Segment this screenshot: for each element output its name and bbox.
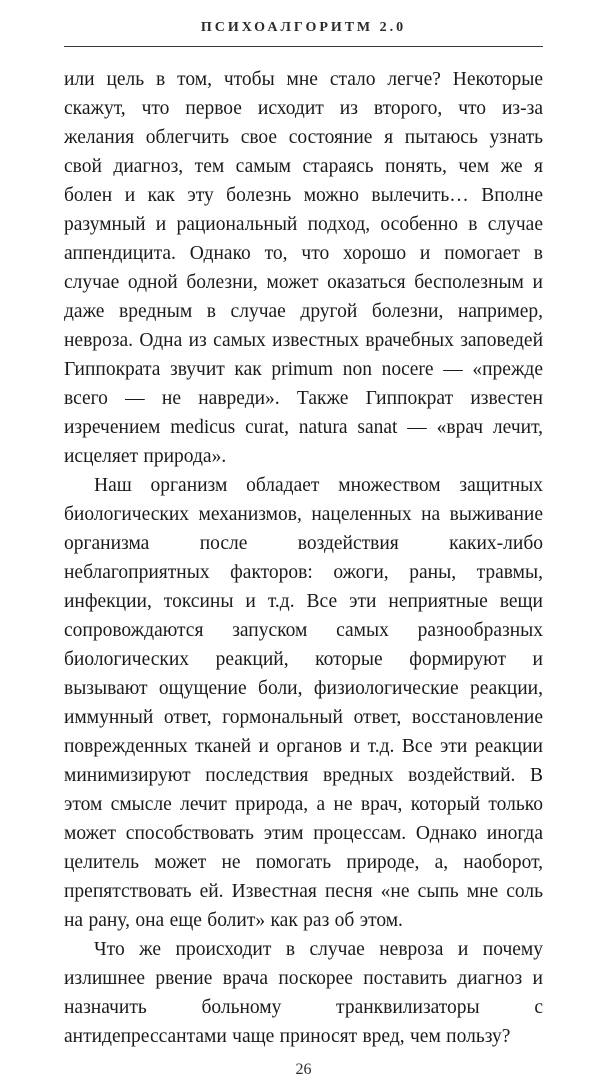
running-header: ПСИХОАЛГОРИТМ 2.0 — [200, 20, 407, 35]
paragraph: Что же происходит в случае невроза и почему излишнее рвение врача поскорее поставить диагноз и назначить больному транквилизаторы с антидепрессантами чаще приносят вред, чем пользу? — [64, 939, 543, 1047]
paragraph: или цель в том, чтобы мне стало легче? Некоторые скажут, что первое исходит из второго, что из-за желания облегчить свое состояние я пытаюсь узнать свой диагноз, тем самым стараясь понять, чем же я болен и как эту болезнь можно вылечить… Вполне разумный и рациональный подход, особенно в случае аппендицита. Однако то, что хорошо и помогает в случае одной болезни, может оказаться бесполезным и даже вредным в случае другой болезни, например, невроза. Одна из самых известных врачебных заповедей Гиппократа звучит как primum non nocere — «прежде всего — не навреди». Также Гиппократ известен изречением medicus curat, natura sanat — «врач лечит, исцеляет природа». — [64, 69, 543, 467]
body-text — [64, 65, 543, 1051]
page-number: 26 — [295, 1061, 312, 1078]
header-rule — [64, 46, 543, 47]
paragraph: Наш организм обладает множеством защитных биологических механизмов, нацеленных на выживание организма после воздействия каких-либо неблагоприятных факторов: ожоги, раны, травмы, инфекции, токсины и т.д. Все эти неприятные вещи сопровождаются запуском самых разнообразных биологических реакций, которые формируют и вызывают ощущение боли, физиологические реакции, иммунный ответ, гормональный ответ, восстановление поврежденных тканей и органов и т.д. Все эти реакции минимизируют последствия вредных воздействий. В этом смысле лечит природа, а не врач, который только может способствовать этим процессам. Однако иногда целитель может не помогать природе, а, наоборот, препятствовать ей. Известная песня «не сыпь мне соль на рану, она еще болит» как раз об этом. — [64, 475, 543, 931]
